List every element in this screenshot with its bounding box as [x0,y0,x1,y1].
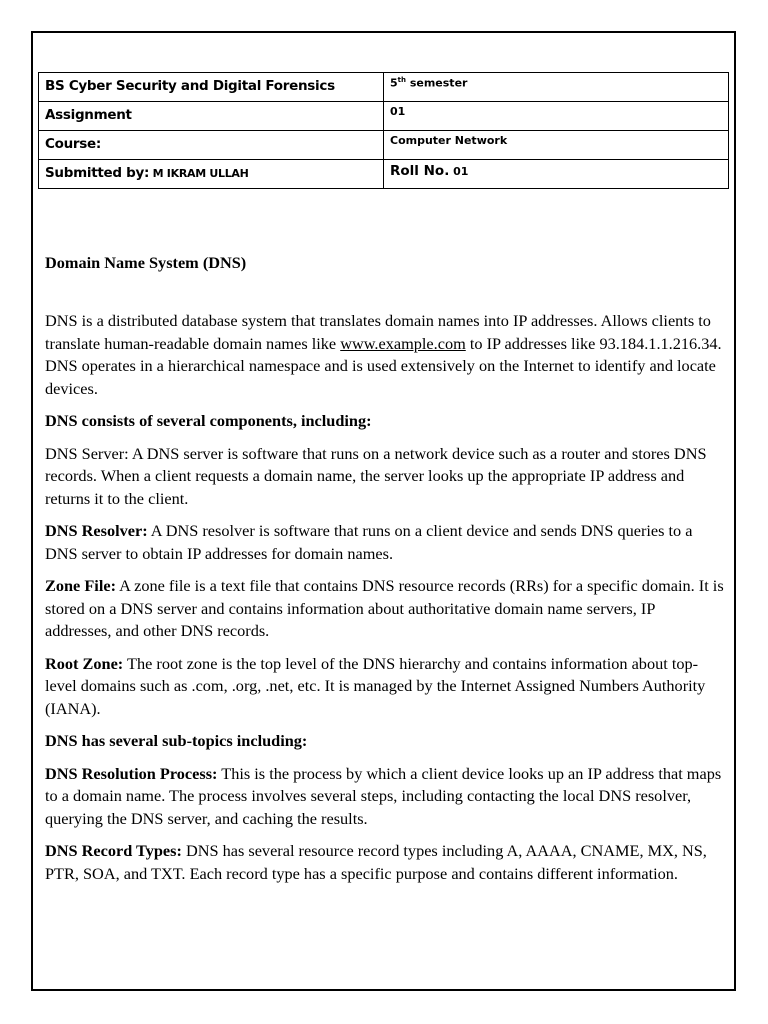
semester-cell [384,73,729,102]
semester-number: 5 [390,76,398,90]
dns-server-paragraph: DNS Server: A DNS server is software that runs on a network device such as a router and stores DNS records. When a client requests a domain name, the server looks up the appropriate IP address and returns it to the client. [45,443,707,508]
records-lead: DNS Record Types: [45,841,182,860]
semester-text: semester [406,76,468,90]
submitted-by-cell [39,160,384,189]
resolver-lead: DNS Resolver: [45,521,148,540]
semester-suffix: th [397,76,406,84]
submitted-value: M IKRAM ULLAH [149,167,249,180]
components-heading: DNS consists of several components, including: [45,411,372,430]
intro-text-2: to IP addresses like 93.184.1.1.216.34. DNS operates in a hierarchical namespace and is used extensively on the Internet to identify and locate devices. [45,333,722,398]
records-text: DNS has several resource record types including A, AAAA, CNAME, MX, NS, PTR, SOA, and TXT. Each record type has a specific purpose and contains different information. [45,841,707,883]
program-cell: BS Cyber Security and Digital Forensics [39,73,384,102]
root-zone-paragraph [45,653,725,721]
subtopics-heading: DNS has several sub-topics including: [45,731,308,750]
assignment-label: Assignment [39,102,384,131]
course-label: Course: [39,131,384,160]
submitted-label: Submitted by: [45,165,150,181]
roll-label: Roll No. [390,163,450,179]
roll-cell [384,160,729,189]
document-body [45,252,725,895]
resolution-text: This is the process by which a client device looks up an IP address that maps to a domain name. The process involves several steps, including contacting the local DNS resolver, querying the DNS server, and caching the results. [45,763,722,828]
document-title: Domain Name System (DNS) [45,253,247,272]
resolution-lead: DNS Resolution Process: [45,763,218,783]
header-info-table [38,72,729,189]
table-row [39,73,729,102]
table-row [39,160,729,189]
root-lead: Root Zone: [45,653,124,673]
course-value: Computer Network [390,134,508,147]
resolver-text: A DNS resolver is software that runs on a client device and sends DNS queries to a DNS server to obtain IP addresses for domain names. [45,521,693,563]
assignment-value: 01 [390,105,406,118]
zone-lead: Zone File: [45,576,116,595]
intro-text-1: DNS is a distributed database system that translates domain names into IP addresses. Allows clients to translate human-readable domain names like [45,311,711,353]
example-link[interactable]: www.example.com [340,333,466,353]
zone-file-paragraph [45,575,725,643]
record-types-paragraph [45,840,725,885]
course-value-cell [384,131,729,160]
assignment-value-cell [384,102,729,131]
roll-value: 01 [449,165,469,178]
resolution-paragraph [45,763,725,831]
zone-text: A zone file is a text file that contains DNS resource records (RRs) for a specific domain. It is stored on a DNS server and contains information about authoritative domain name servers, IP addresses, and other DNS records. [45,576,724,640]
resolver-paragraph [45,520,725,565]
table-row [39,131,729,160]
table-row [39,102,729,131]
root-text: The root zone is the top level of the DNS hierarchy and contains information about top-level domains such as .com, .org, .net, etc. It is managed by the Internet Assigned Numbers Authority (IANA). [45,653,706,718]
intro-paragraph [45,310,725,400]
